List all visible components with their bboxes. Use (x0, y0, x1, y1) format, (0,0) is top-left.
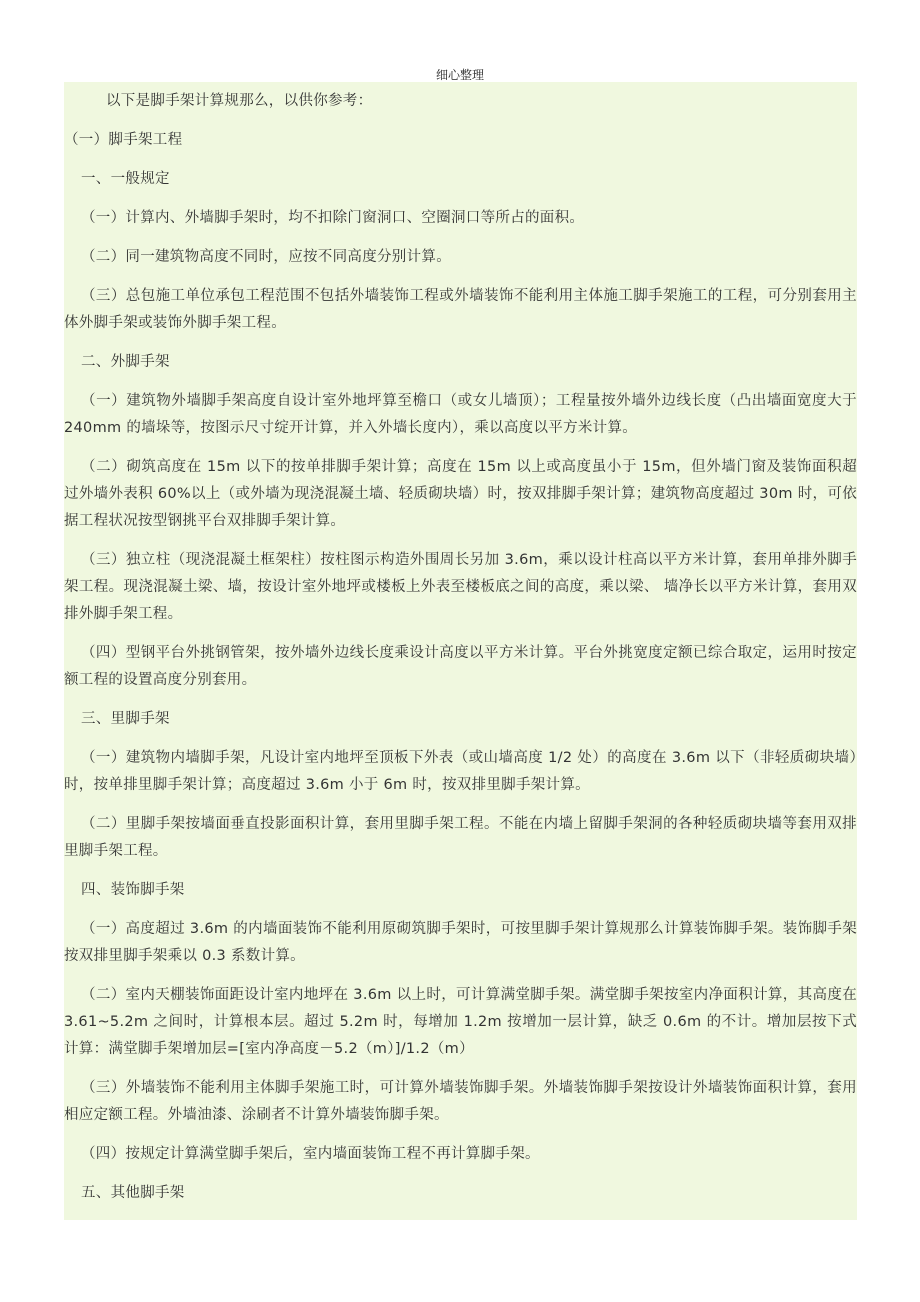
clause-paragraph: （二）里脚手架按墙面垂直投影面积计算，套用里脚手架工程。不能在内墙上留脚手架洞的各种轻质砌块墙等套用双排里脚手架工程。 (64, 816, 857, 859)
section-heading: （一）脚手架工程 (64, 132, 183, 148)
page-header: 细心整理 (435, 68, 484, 82)
clause-paragraph: （一）建筑物内墙脚手架，凡设计室内地坪至顶板下外表（或山墙高度 1/2 处）的高度在 3.6m 以下（非轻质砌块墙）时，按单排里脚手架计算；高度超过 3.6m 小于 6m 时，按双排里脚手架计算。 (64, 750, 857, 793)
subsection-heading: 四、装饰脚手架 (81, 882, 185, 898)
subsection-heading: 一、一般规定 (81, 171, 170, 187)
clause-paragraph: （三）总包施工单位承包工程范围不包括外墙装饰工程或外墙装饰不能利用主体施工脚手架施工的工程，可分别套用主体外脚手架或装饰外脚手架工程。 (64, 288, 857, 331)
clause-paragraph: （三）外墙装饰不能利用主体脚手架施工时，可计算外墙装饰脚手架。外墙装饰脚手架按设计外墙装饰面积计算，套用相应定额工程。外墙油漆、涂刷者不计算外墙装饰脚手架。 (64, 1080, 857, 1123)
subsection-heading: 五、其他脚手架 (81, 1185, 185, 1201)
clause-paragraph: （四）型钢平台外挑钢管架，按外墙外边线长度乘设计高度以平方米计算。平台外挑宽度定额已综合取定，运用时按定额工程的设置高度分别套用。 (64, 645, 857, 688)
clause-paragraph: （三）独立柱（现浇混凝土框架柱）按柱图示构造外围周长另加 3.6m，乘以设计柱高以平方米计算，套用单排外脚手架工程。现浇混凝土梁、墙，按设计室外地坪或楼板上外表至楼板底之间的高度，乘以梁、 墙净长以平方米计算，套用双排外脚手架工程。 (64, 552, 857, 622)
clause-paragraph: （一）高度超过 3.6m 的内墙面装饰不能利用原砌筑脚手架时，可按里脚手架计算规那么计算装饰脚手架。装饰脚手架按双排里脚手架乘以 0.3 系数计算。 (64, 921, 857, 964)
clause-paragraph: （四）按规定计算满堂脚手架后，室内墙面装饰工程不再计算脚手架。 (81, 1146, 540, 1162)
intro-paragraph: 以下是脚手架计算规那么，以供你参考： (106, 93, 373, 109)
clause-paragraph: （二）同一建筑物高度不同时，应按不同高度分别计算。 (81, 249, 451, 265)
subsection-heading: 二、外脚手架 (81, 354, 170, 370)
subsection-heading: 三、里脚手架 (81, 711, 170, 727)
clause-paragraph: （一）计算内、外墙脚手架时，均不扣除门窗洞口、空圈洞口等所占的面积。 (81, 210, 585, 226)
document-body (64, 82, 857, 1220)
clause-paragraph: （二）室内天棚装饰面距设计室内地坪在 3.6m 以上时，可计算满堂脚手架。满堂脚手架按室内净面积计算，其高度在 3.61~5.2m 之间时，计算根本层。超过 5.2m 时，每增加 1.2m 按增加一层计算，缺乏 0.6m 的不计。增加层按下式计算：满堂脚手架增加层=[室内净高度－5.2（m）]/1.2（m） (64, 987, 857, 1057)
clause-paragraph: （一）建筑物外墙脚手架高度自设计室外地坪算至檐口（或女儿墙顶）；工程量按外墙外边线长度（凸出墙面宽度大于 240mm 的墙垛等，按图示尺寸绽开计算，并入外墙长度内），乘以高度以平方米计算。 (64, 393, 857, 436)
clause-paragraph: （二）砌筑高度在 15m 以下的按单排脚手架计算；高度在 15m 以上或高度虽小于 15m，但外墙门窗及装饰面积超过外墙外表积 60%以上（或外墙为现浇混凝土墙、轻质砌块墙）时，按双排脚手架计算；建筑物高度超过 30m 时，可依据工程状况按型钢挑平台双排脚手架计算。 (64, 459, 857, 529)
